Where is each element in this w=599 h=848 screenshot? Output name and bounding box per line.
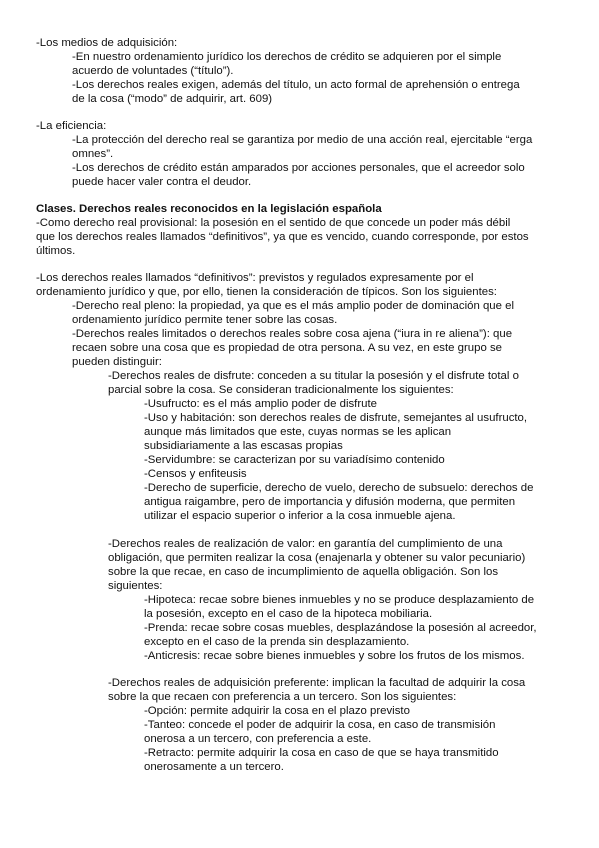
text-line: -En nuestro ordenamiento jurídico los derechos de crédito se adquieren por el simple: [72, 51, 502, 63]
list-item: -Usufructo: es el más amplio poder de disfrute: [144, 398, 377, 410]
text-line: últimos.: [36, 245, 76, 257]
text-line: onerosa a un tercero, con preferencia a este.: [144, 733, 372, 745]
text-line: aunque más limitados que este, cuyas normas se les aplican: [144, 426, 452, 438]
text-line: recaen sobre una cosa que es propiedad de otra persona. A su vez, en este grupo se: [72, 342, 502, 354]
list-item: -Derecho de superficie, derecho de vuelo, derecho de subsuelo: derechos de: [144, 482, 534, 494]
text-line: siguientes:: [108, 580, 163, 592]
text-line: omnes”.: [72, 148, 114, 160]
text-line: acuerdo de voluntades (“título”).: [72, 65, 234, 77]
list-item: -Retracto: permite adquirir la cosa en caso de que se haya transmitido: [144, 747, 499, 759]
text-line: que los derechos reales llamados “definitivos”, ya que es vencido, cuando corresponde, por estos: [36, 231, 529, 243]
text-line: puede hacer valer contra el deudor.: [72, 176, 252, 188]
text-line: obligación, que permiten realizar la cosa (enajenarla y obtener su valor pecuniario): [108, 552, 526, 564]
text-line: -Los derechos reales exigen, además del título, un acto formal de aprehensión o entrega: [72, 79, 520, 91]
list-item: -Tanteo: concede el poder de adquirir la cosa, en caso de transmisión: [144, 719, 496, 731]
list-item: -Uso y habitación: son derechos reales de disfrute, semejantes al usufructo,: [144, 412, 528, 424]
text-line: antigua raigambre, pero de importancia y difusión moderna, que permiten: [144, 496, 516, 508]
text-line: pueden distinguir:: [72, 356, 162, 368]
list-item: -Opción: permite adquirir la cosa en el plazo previsto: [144, 705, 410, 717]
text-line: excepto en el caso de la prenda sin desplazamiento.: [144, 636, 410, 648]
text-line: -La protección del derecho real se garantiza por medio de una acción real, ejercitable “erga: [72, 134, 533, 146]
text-line: la posesión, excepto en el caso de la hipoteca mobiliaria.: [144, 608, 433, 620]
text-line: -Derechos reales de adquisición preferente: implican la facultad de adquirir la cosa: [108, 677, 526, 689]
section-heading-eficiencia: -La eficiencia:: [36, 120, 107, 132]
list-item: -Censos y enfiteusis: [144, 468, 247, 480]
list-item: -Prenda: recae sobre cosas muebles, desplazándose la posesión al acreedor,: [144, 622, 537, 634]
text-line: -Derechos reales limitados o derechos reales sobre cosa ajena (“iura in re aliena”): que: [72, 328, 513, 340]
text-line: -Como derecho real provisional: la posesión en el sentido de que concede un poder más débil: [36, 217, 511, 229]
text-line: ordenamiento jurídico y que, por ello, tienen la consideración de típicos. Son los siguientes:: [36, 286, 497, 298]
list-item: -Anticresis: recae sobre bienes inmuebles y sobre los frutos de los mismos.: [144, 650, 525, 662]
text-line: -Derechos reales de disfrute: conceden a su titular la posesión y el disfrute total o: [108, 370, 519, 382]
text-line: sobre la que recaen con preferencia a un tercero. Son los siguientes:: [108, 691, 457, 703]
text-line: -Derecho real pleno: la propiedad, ya que es el más amplio poder de dominación que el: [72, 300, 514, 312]
text-line: sobre la que recae, en caso de incumplimiento de aquella obligación. Son los: [108, 566, 499, 578]
text-line: de la cosa (“modo” de adquirir, art. 609): [72, 93, 273, 105]
text-line: subsidiariamente a las escasas propias: [144, 440, 343, 452]
text-line: utilizar el espacio superior o inferior a la cosa inmueble ajena.: [144, 510, 456, 522]
text-line: onerosamente a un tercero.: [144, 761, 284, 773]
text-line: -Derechos reales de realización de valor: en garantía del cumplimiento de una: [108, 538, 503, 550]
text-line: ordenamiento jurídico permite tener sobre las cosas.: [72, 314, 338, 326]
section-heading-adquisicion: -Los medios de adquisición:: [36, 37, 178, 49]
list-item: -Hipoteca: recae sobre bienes inmuebles y no se produce desplazamiento de: [144, 594, 535, 606]
text-line: -Los derechos de crédito están amparados por acciones personales, que el acreedor solo: [72, 162, 525, 174]
text-line: -Los derechos reales llamados “definitivos”: previstos y regulados expresamente por el: [36, 272, 474, 284]
section-title-clases: Clases. Derechos reales reconocidos en la legislación española: [36, 203, 382, 215]
list-item: -Servidumbre: se caracterizan por su variadísimo contenido: [144, 454, 445, 466]
text-line: parcial sobre la cosa. Se consideran tradicionalmente los siguientes:: [108, 384, 454, 396]
